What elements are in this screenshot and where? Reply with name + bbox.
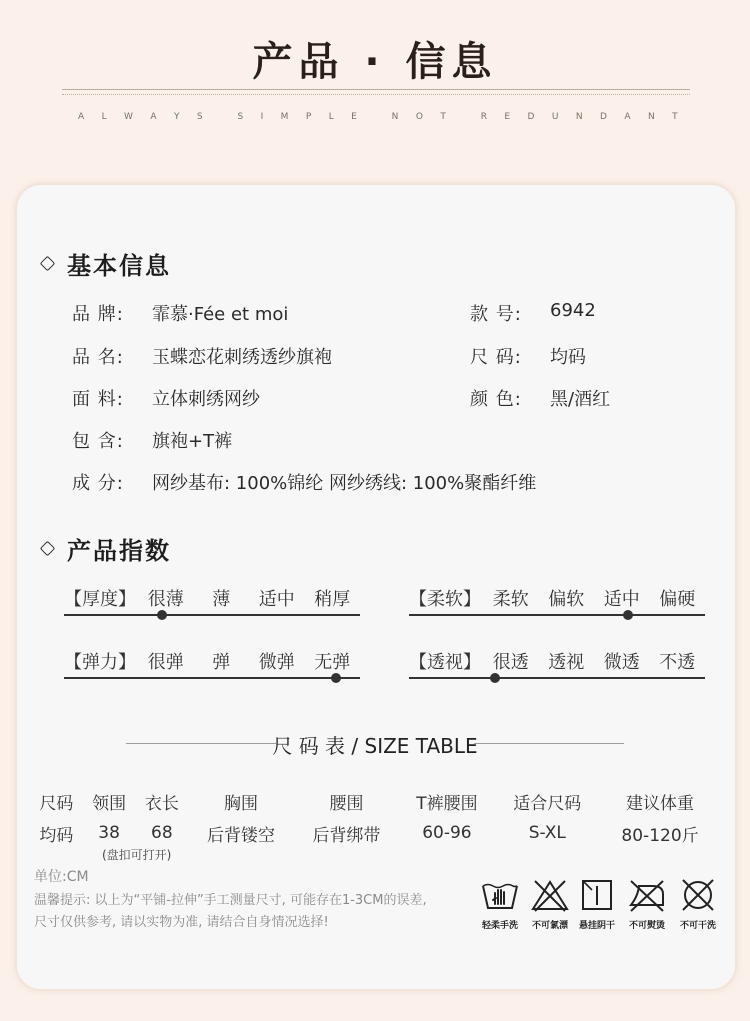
size-table-row — [30, 817, 720, 849]
tagline-letter: S — [196, 112, 203, 122]
header-tagline — [78, 112, 678, 122]
index-option: 透视 — [548, 652, 585, 673]
size-header-cell: 胸围 — [224, 793, 258, 814]
tagline-letter: A — [624, 112, 631, 122]
index-option: 不透 — [659, 652, 696, 673]
size-header-cell: 腰围 — [329, 793, 364, 814]
tagline-letter: D — [527, 112, 535, 122]
tip-line-1: 温馨提示: 以上为“平铺-拉伸”手工测量尺寸, 可能存在1-3CM的误差, — [34, 893, 427, 908]
info-row-product-name — [72, 343, 332, 369]
tagline-letter: A — [150, 112, 157, 122]
size-header-cell: 建议体重 — [626, 793, 695, 814]
index-label: 【透视】 — [409, 652, 481, 673]
index-track — [64, 677, 360, 679]
info-row-color — [470, 385, 610, 411]
size-table — [30, 785, 720, 849]
size-cell: 38 — [98, 823, 120, 843]
tagline-letter: E — [351, 112, 357, 122]
index-option: 薄 — [212, 589, 231, 610]
size-table-title: 尺 码 表 / SIZE TABLE — [272, 734, 478, 758]
index-option: 很薄 — [147, 589, 184, 610]
index-thickness — [64, 584, 360, 616]
tagline-letter: N — [647, 112, 655, 122]
index-track — [409, 614, 705, 616]
info-row-includes — [72, 427, 232, 453]
info-row-composition — [72, 469, 536, 495]
diamond-bullet-icon — [40, 256, 56, 272]
tagline-letter: D — [600, 112, 607, 122]
collar-sub-note: (盘扣可打开) — [102, 848, 172, 862]
product-index-heading-text: 产品指数 — [67, 537, 171, 565]
info-value: 旗袍+T裤 — [152, 431, 233, 452]
index-track — [64, 614, 360, 616]
care-hand-wash — [478, 878, 522, 931]
size-cell: 80-120斤 — [621, 825, 699, 846]
index-option: 适中 — [258, 589, 295, 610]
tagline-letter: E — [504, 112, 511, 122]
info-label: 面 料: — [72, 389, 124, 410]
basic-info-heading-text: 基本信息 — [67, 252, 171, 280]
size-header-cell: T裤腰围 — [416, 793, 478, 814]
index-option: 柔软 — [492, 589, 529, 610]
tagline-letter: O — [415, 112, 423, 122]
no-dry-clean-icon — [678, 878, 718, 912]
no-iron-icon — [627, 878, 667, 912]
index-option: 微弹 — [258, 652, 295, 673]
index-label: 【柔软】 — [409, 589, 481, 610]
index-option: 弹 — [212, 652, 231, 673]
size-cell: S-XL — [528, 823, 566, 843]
index-elasticity — [64, 647, 360, 679]
index-option: 无弹 — [314, 652, 351, 673]
index-softness — [409, 584, 705, 616]
info-label: 成 分: — [72, 473, 124, 494]
care-label: 轻柔手洗 — [481, 921, 518, 931]
info-value: 网纱基布: 100%锦纶 网纱绣线: 100%聚酯纤维 — [152, 473, 537, 494]
info-row-brand — [72, 300, 288, 326]
tagline-letter: L — [328, 112, 334, 122]
tagline-letter: T — [440, 112, 446, 122]
info-label: 颜 色: — [470, 389, 522, 410]
index-option: 很透 — [492, 652, 529, 673]
info-label: 品 牌: — [72, 304, 124, 325]
index-option: 适中 — [603, 589, 640, 610]
care-no-iron — [625, 878, 669, 931]
size-header-cell: 衣长 — [144, 793, 179, 814]
index-label: 【厚度】 — [64, 589, 136, 610]
tagline-letter: R — [480, 112, 487, 122]
tagline-letter: L — [101, 112, 107, 122]
index-marker — [490, 673, 500, 683]
tagline-letter: P — [305, 112, 312, 122]
care-label: 不可熨烫 — [628, 921, 665, 931]
info-row-size — [470, 343, 586, 369]
tagline-letter: U — [551, 112, 559, 122]
size-cell: 均码 — [39, 825, 74, 846]
info-value: 均码 — [550, 347, 586, 368]
size-cell: 后背绑带 — [312, 825, 381, 846]
index-marker — [623, 610, 633, 620]
info-row-fabric — [72, 385, 260, 411]
info-value: 玉蝶恋花刺绣透纱旗袍 — [152, 347, 332, 368]
info-label: 尺 码: — [470, 347, 522, 368]
index-option: 稍厚 — [314, 589, 351, 610]
size-cell: 60-96 — [422, 823, 472, 843]
basic-info-heading — [42, 246, 171, 281]
index-option: 微透 — [603, 652, 640, 673]
index-transparency — [409, 647, 705, 679]
index-marker — [157, 610, 167, 620]
header-divider-dotted — [62, 94, 690, 95]
info-value: 黑/酒红 — [550, 389, 611, 410]
index-track — [409, 677, 705, 679]
info-value: 霏慕·Fée et moi — [152, 304, 289, 325]
tagline-letter: T — [672, 112, 678, 122]
index-label: 【弹力】 — [64, 652, 136, 673]
size-cell: 68 — [151, 823, 173, 843]
info-label: 款 号: — [470, 304, 522, 325]
hang-dry-shade-icon — [577, 878, 617, 912]
tagline-letter: I — [260, 112, 264, 122]
product-index-heading — [42, 531, 171, 566]
tagline-letter: S — [237, 112, 244, 122]
care-label: 不可氯漂 — [531, 921, 568, 931]
index-option: 偏硬 — [659, 589, 696, 610]
care-no-dry-clean — [676, 878, 720, 931]
care-hang-dry — [575, 878, 619, 931]
tagline-letter: M — [280, 112, 289, 122]
size-header-cell: 适合尺码 — [513, 793, 582, 814]
tip-line-2: 尺寸仅供参考, 请以实物为准, 请结合自身情况选择! — [34, 915, 329, 930]
care-label: 不可干洗 — [679, 921, 716, 931]
size-header-cell: 领围 — [92, 793, 127, 814]
info-label: 包 含: — [72, 431, 124, 452]
care-no-bleach — [528, 878, 572, 931]
unit-note: 单位:CM — [34, 869, 89, 885]
no-bleach-icon — [530, 878, 570, 912]
info-value: 立体刺绣网纱 — [152, 389, 260, 410]
header-divider — [62, 89, 690, 90]
care-label: 悬挂阴干 — [578, 921, 615, 931]
size-table-header-row — [30, 785, 720, 817]
size-cell: 后背镂空 — [207, 825, 275, 846]
tagline-letter: W — [124, 112, 133, 122]
tagline-letter: N — [575, 112, 583, 122]
diamond-bullet-icon — [40, 541, 56, 557]
hand-wash-icon — [480, 878, 520, 912]
tagline-letter: A — [78, 112, 85, 122]
index-option: 很弹 — [147, 652, 184, 673]
info-label: 品 名: — [72, 347, 124, 368]
info-row-style-no — [470, 300, 596, 326]
tagline-letter: Y — [173, 112, 180, 122]
index-option: 偏软 — [548, 589, 585, 610]
info-value: 6942 — [550, 300, 596, 321]
size-header-cell: 尺码 — [39, 793, 74, 814]
page-title: 产品 · 信息 — [252, 39, 498, 85]
tagline-letter: N — [391, 112, 399, 122]
